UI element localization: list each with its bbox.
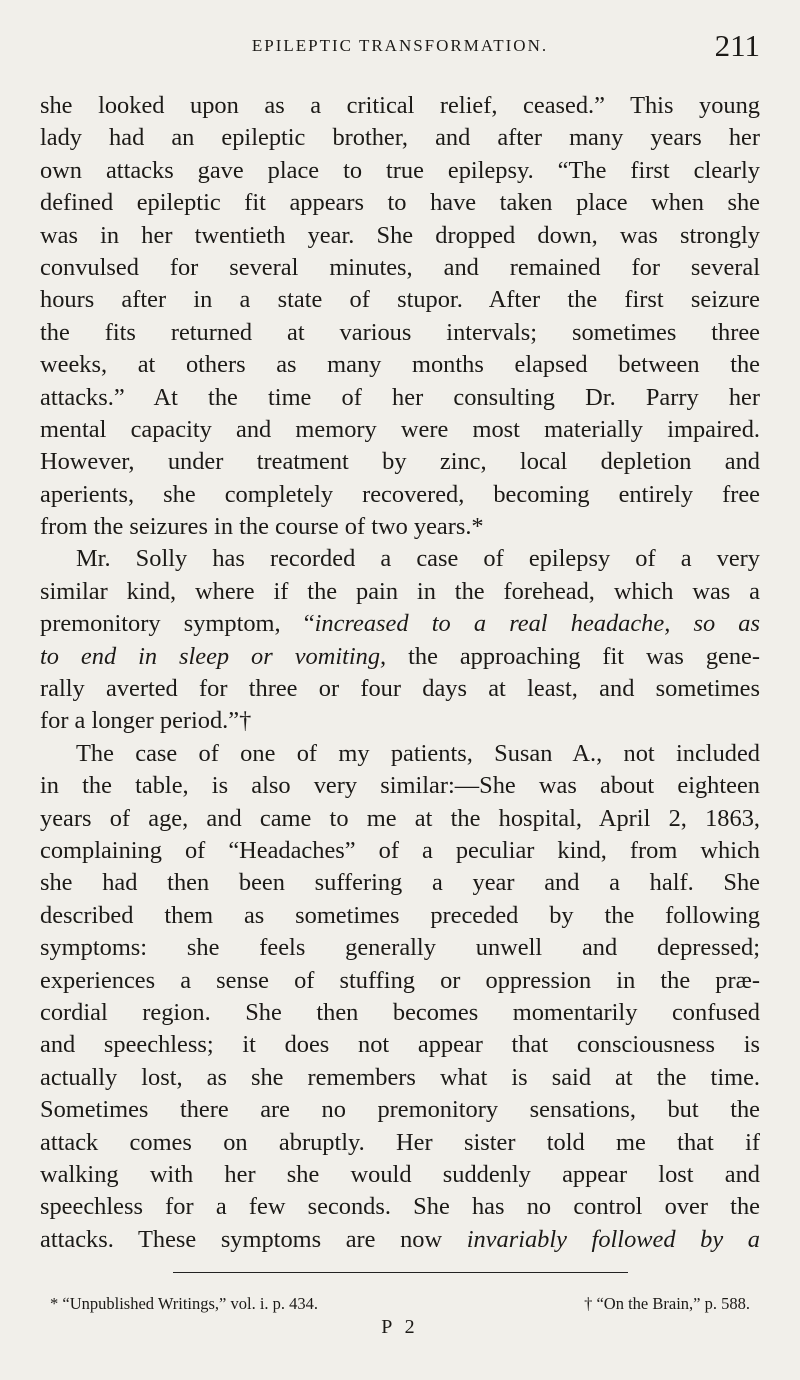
text-line: own attacks gave place to true epilepsy. “The first clearly — [40, 156, 760, 184]
text-segment: premonitory symptom, “ — [40, 610, 315, 638]
text-segment: attacks. These symptoms are now — [40, 1225, 467, 1253]
text-line: cordial region. She then becomes momentarily confused — [40, 998, 760, 1026]
footnote-rule — [173, 1272, 628, 1273]
text-line: in the table, is also very similar:—She was about eighteen — [40, 772, 760, 800]
text-line: she looked upon as a critical relief, ceased.” This young — [40, 92, 760, 119]
running-title: EPILEPTIC TRANSFORMATION. — [251, 36, 549, 55]
text-line: actually lost, as she remembers what is said at the time. — [40, 1063, 760, 1091]
text-line — [40, 1224, 760, 1256]
footnote-1: * “Unpublished Writings,” vol. i. p. 434. — [50, 1294, 319, 1313]
text-line: defined epileptic fit appears to have taken place when she — [40, 189, 760, 217]
page-header — [40, 28, 760, 74]
body-text — [40, 90, 760, 1256]
text-line: weeks, at others as many months elapsed between the — [40, 351, 760, 379]
text-line: from the seizures in the course of two years.* — [40, 513, 484, 541]
italic-phrase: increased to a real headache, so as — [314, 610, 760, 638]
text-line: she had then been suffering a year and a half. She — [40, 869, 760, 897]
text-line: aperients, she completely recovered, becoming entirely free — [40, 480, 760, 508]
text-line: described them as sometimes preceded by the following — [40, 901, 760, 929]
text-line: The case of one of my patients, Susan A., not included — [76, 739, 760, 767]
text-line: However, under treatment by zinc, local depletion and — [40, 448, 760, 476]
text-line: Sometimes there are no premonitory sensations, but the — [40, 1096, 760, 1124]
text-line: Mr. Solly has recorded a case of epilepsy of a very — [76, 545, 760, 573]
text-line — [40, 641, 760, 673]
text-line: years of age, and came to me at the hospital, April 2, 1863, — [40, 804, 760, 832]
text-line: complaining of “Headaches” of a peculiar kind, from which — [40, 836, 760, 864]
text-line: symptoms: she feels generally unwell and depressed; — [40, 934, 760, 962]
text-line — [40, 608, 760, 640]
text-line: rally averted for three or four days at least, and sometimes — [40, 675, 760, 703]
text-line: for a longer period.”† — [40, 707, 252, 735]
text-line: speechless for a few seconds. She has no control over the — [40, 1193, 760, 1221]
text-line: mental capacity and memory were most materially impaired. — [40, 415, 760, 443]
italic-phrase: to end in sleep or vomiting, — [40, 642, 387, 670]
text-line: similar kind, where if the pain in the forehead, which was a — [40, 577, 760, 605]
footnote-2: † “On the Brain,” p. 588. — [584, 1294, 750, 1313]
text-line: the fits returned at various intervals; sometimes three — [40, 318, 760, 346]
footnotes — [50, 1294, 750, 1314]
text-line: lady had an epileptic brother, and after many years her — [40, 124, 760, 152]
page-number: 211 — [714, 28, 760, 63]
italic-phrase: invariably followed by a — [466, 1225, 760, 1253]
text-segment: the approaching fit was gene- — [386, 642, 761, 670]
text-line: walking with her she would suddenly appear lost and — [40, 1160, 760, 1188]
text-line: convulsed for several minutes, and remained for several — [40, 253, 760, 281]
text-line: attack comes on abruptly. Her sister told me that if — [40, 1128, 760, 1156]
signature-mark: P 2 — [381, 1316, 419, 1338]
text-line: attacks.” At the time of her consulting Dr. Parry her — [40, 383, 760, 411]
text-line: experiences a sense of stuffing or oppression in the præ- — [40, 966, 760, 994]
text-line: hours after in a state of stupor. After the first seizure — [40, 286, 760, 314]
text-line: was in her twentieth year. She dropped down, was strongly — [40, 221, 760, 249]
text-line: and speechless; it does not appear that consciousness is — [40, 1031, 760, 1059]
